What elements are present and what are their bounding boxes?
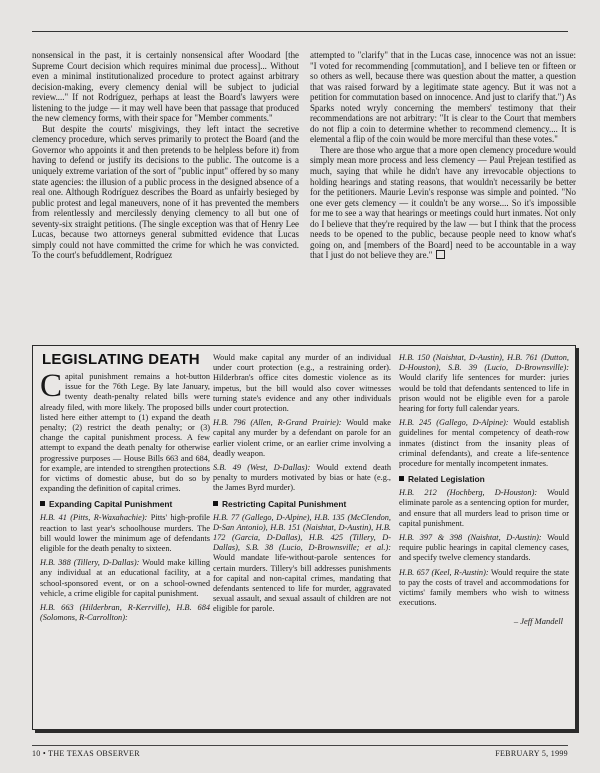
bill-entry: H.B. 245 (Gallego, D-Alpine): Would establish guidelines for mental competency of death-row inmates (distinct from the insanity pleas of criminal defendants), and create a life-sentence procedure for mentally incompetent inmates.	[399, 418, 569, 469]
bill-entry: S.B. 49 (West, D-Dallas): Would extend death penalty to murders motivated by bias or hate (e.g., the James Byrd murder).	[213, 463, 392, 493]
sidebar-column-1	[40, 368, 210, 627]
bullet-square-icon	[40, 501, 45, 506]
bullet-square-icon	[213, 501, 218, 506]
bill-entry: H.B. 397 & 398 (Naishtat, D-Austin): Would require public hearings in capital clemency cases, and specify twelve clemency standards.	[399, 533, 569, 563]
bill-entry: H.B. 41 (Pitts, R-Waxahachie): Pitts' high-profile reaction to last year's schoolhouse murders. The bill would lower the minimum age of defendants eligible for the death penalty to sixteen.	[40, 513, 210, 554]
author-signature: – Jeff Mandell	[513, 616, 563, 627]
bill-entry-continued: Would make capital any murder of an individual under court protection (e.g., a restraining order). Hilderbran's office cites domestic violence as its impetus, but the bill would also cover witnesses turning state's evidence and any other individuals under court protection.	[213, 353, 391, 414]
sidebar-title: LEGISLATING DEATH	[42, 351, 200, 368]
drop-cap: C	[40, 368, 63, 404]
bill-entry: H.B. 796 (Allen, R-Grand Prairie): Would make capital any murder by a defendant on parole for an earlier violent crime, or an earlier crime involving a deadly weapon.	[213, 418, 391, 458]
article-column-left	[32, 50, 299, 261]
bullet-square-icon	[399, 476, 404, 481]
section-heading-restricting: Restricting Capital Punishment	[213, 499, 391, 509]
bill-entry: H.B. 77 (Gallego, D-Alpine), H.B. 135 (McClendon, D-San Antonio), H.B. 151 (Naishtat, D-Austin), H.B. 172 (Garcia, D-Dallas), H.B. 425 (Tillery, D-Dallas), S.B. 38 (Lucio, D-Brownsville; et al.): Would mandate life-without-parole sentences for certain murders. Tillery's bill addresses punishments for capital and non-capital crimes, mandating that defendants sentenced to life for murder, aggravated sexual assault, and sexual assault of children are not eligible for parole.	[213, 512, 391, 614]
article-paragraph: But despite the courts' misgivings, they left intact the secretive clemency procedure, which serves primarily to protect the Board (and the Governor who appoints it and then pretends to be helpless before it) from having to defend or justify its decisions to the public. The outcome is a uniquely extreme variation of the sort of "public input" offered by so many state agencies: the illusion of a public process in the designed absence of a real one. Although Rodríguez describes the Board as unfairly besieged by public protest and legal maneuvers, none of it has prevented the members from relentlessly and mercilessly denying clemency to all but one of seventy-six straight petitions. (The single exception was that of Henry Lee Lucas, because two attorneys general submitted evidence that Lucas simply could not have committed the crime for which he was convicted. To the court's befuddlement, Rodríguez	[32, 123, 299, 261]
sidebar-column-3	[399, 353, 569, 626]
sidebar-intro: Capital punishment remains a hot-button issue for the 76th Lege. By late January, twenty death-penalty related bills were already filed, with more likely. The proposed bills listed here either attempt to (1) expand the death penalty; (2) restrict the death penalty; or (3) change the capital punishment process. A few attempt to expand the death penalty for otherwise progressive purposes — House Bills 663 and 684, for example, are intended to strengthen protections for victims of domestic abuse, but do so by expanding the definition of capital crimes.	[40, 368, 210, 494]
header-rule	[32, 31, 568, 32]
footer-date: FEBRUARY 5, 1999	[495, 749, 568, 758]
bill-entry: H.B. 388 (Tillery, D-Dallas): Would make killing any individual at an educational facility, at a school-sponsored event, or on a school-owned vehicle, a crime eligible for capital punishment.	[40, 558, 210, 598]
footer-page-info: 10 • THE TEXAS OBSERVER	[32, 749, 140, 758]
article-paragraph: There are those who argue that a more open clemency procedure would simply mean more process and less clemency — Paul Prejean testified as much, saying that while he didn't have any irrevocable objections to holding hearings and stating reasons, that wouldn't necessarily be better for the petitioners. Maurie Levin's response was simple and pointed. "No one ever gets clemency — it couldn't be any worse.... So it's impossible for me to see a way that hearings or meetings could hurt inmates. Not only do I believe that they're required by the law — but I think that the process needs to be opened to the public, because people need to know what's going on, and [members of the Board] need to be accountable in a way that I just do not believe they are."	[310, 144, 576, 261]
bill-entry: H.B. 663 (Hilderbran, R-Kerrville), H.B. 684 (Solomons, R-Carrollton):	[40, 603, 210, 623]
bill-entry: H.B. 657 (Keel, R-Austin): Would require the state to pay the costs of travel and accommodations for victims' family members who wish to witness executions.	[399, 567, 569, 608]
article-column-right	[310, 50, 576, 261]
bill-entry: H.B. 150 (Naishtat, D-Austin), H.B. 761 (Dutton, D-Houston), S.B. 39 (Lucio, D-Brownsville): Would clarify life sentences for murder: juries would be told that defendants sentenced to life in prison would not be eligible even for a parole hearing for forty full calendar years.	[399, 353, 569, 414]
footer-rule	[32, 745, 568, 746]
bill-entry: H.B. 212 (Hochberg, D-Houston): Would eliminate parole as a sentencing option for murder, and ensure that all murders lead to prison time or capital punishment.	[399, 488, 569, 528]
section-heading-related: Related Legislation	[399, 474, 569, 484]
article-paragraph: nonsensical in the past, it is certainly nonsensical after Woodard [the Supreme Court decision which requires minimal due process]... Without even a minimal institutionalized procedure to protect against arbitrary decision-making, every clemency denial will be subject to judicial review...." If not Rodríguez, perhaps at least the Board's lawyers were listening to the judge — it may well have been that passage that produced the new clemency forms, with their space for "Member comments."	[32, 50, 299, 124]
sidebar-box	[32, 345, 576, 730]
article-paragraph: attempted to "clarify" that in the Lucas case, innocence was not an issue: "I voted for recommending [commutation], and I believe ten or fifteen or so others as well, because there was question about the matter, a question that was raised forward by a legitimate state agency. But it was not a petition for commutation based on innocence. And just to clarify that.") As Sparks noted wryly concerning the members' testimony that their recommendations are not arbitrary: "It is clear to the Court that members do not flip a coin to determine whether to recommend clemency.... It is elemental a flip of the coin would be more merciful than these votes."	[310, 50, 576, 145]
section-heading-expanding: Expanding Capital Punishment	[40, 499, 210, 509]
sidebar-column-2	[213, 353, 391, 619]
end-mark-icon	[436, 250, 445, 259]
